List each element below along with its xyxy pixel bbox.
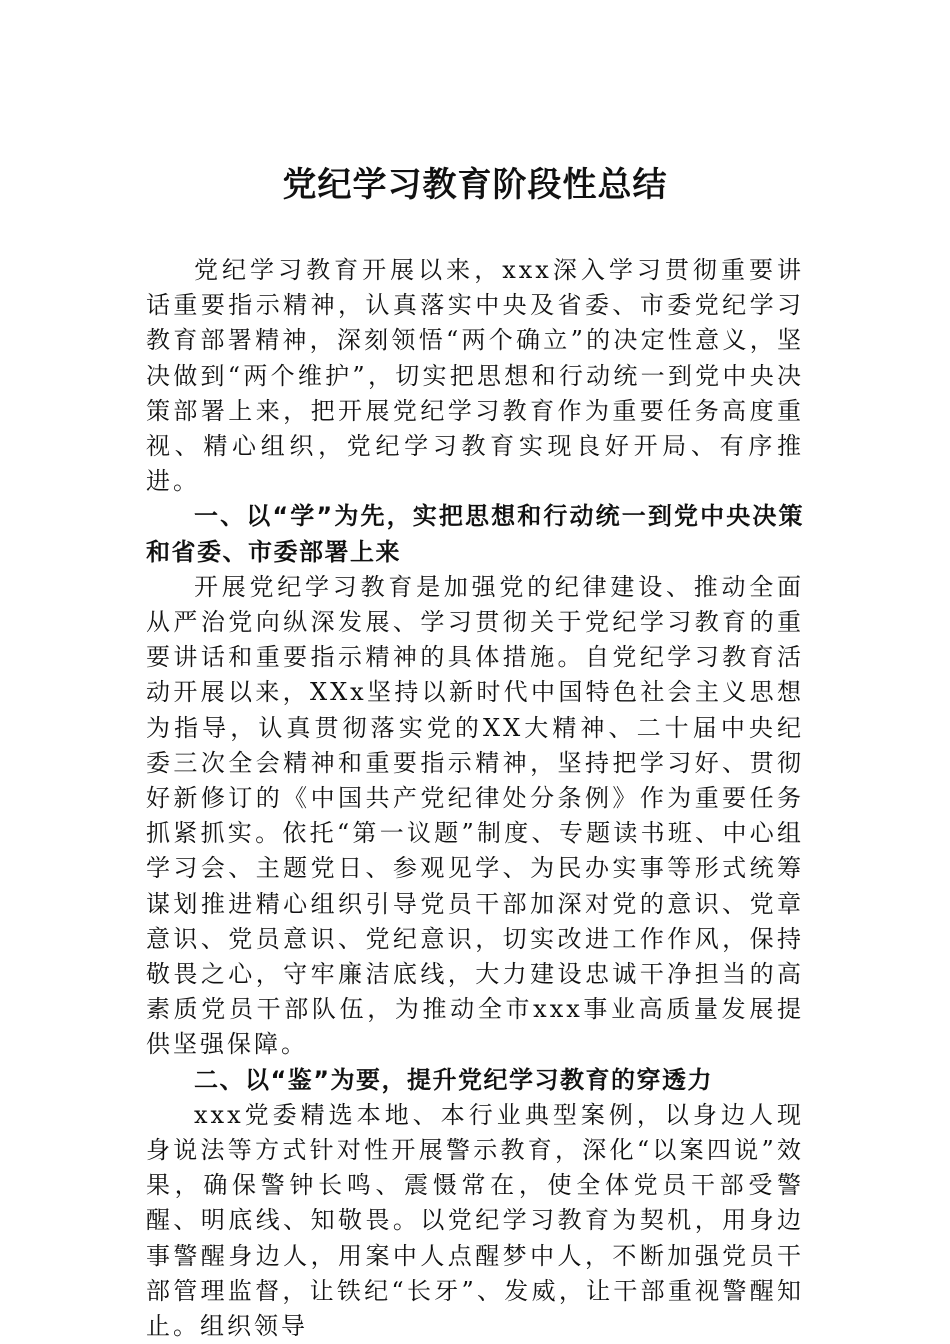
section-heading-2: 二、以“鉴”为要，提升党纪学习教育的穿透力 <box>194 1065 714 1094</box>
section-heading-1: 一、以“学”为先，实把思想和行动统一到党中央决策和省委、市委部署上来 <box>146 502 804 566</box>
section-1-paragraph: 开展党纪学习教育是加强党的纪律建设、推动全面从严治党向纵深发展、学习贯彻关于党纪学习教育的重要讲话和重要指示精神的具体措施。自党纪学习教育活动开展以来，XXx坚持以新时代中国特色社会主义思想为指导，认真贯彻落实党的XX大精神、二十届中央纪委三次全会精神和重要指示精神，坚持把学习好、贯彻好新修订的《中国共产党纪律处分条例》作为重要任务抓紧抓实。依托“第一议题”制度、专题读书班、中心组学习会、主题党日、参观见学、为民办实事等形式统筹谋划推进精心组织引导党员干部加深对党的意识、党章意识、党员意识、党纪意识，切实改进工作作风，保持敬畏之心，守牢廉洁底线，大力建设忠诚干净担当的高素质党员干部队伍，为推动全市xxx事业高质量发展提供坚强保障。 <box>146 572 804 1059</box>
section-2-paragraph: xxx党委精选本地、本行业典型案例，以身边人现身说法等方式针对性开展警示教育，深化“以案四说”效果，确保警钟长鸣、震慑常在，使全体党员干部受警醒、明底线、知敬畏。以党纪学习教育为契机，用身边事警醒身边人，用案中人点醒梦中人，不断加强党员干部管理监督，让铁纪“长牙”、发威，让干部重视警醒知止。组织领导 <box>146 1100 804 1341</box>
intro-paragraph: 党纪学习教育开展以来，xxx深入学习贯彻重要讲话重要指示精神，认真落实中央及省委、市委党纪学习教育部署精神，深刻领悟“两个确立”的决定性意义，坚决做到“两个维护”，切实把思想和行动统一到党中央决策部署上来，把开展党纪学习教育作为重要任务高度重视、精心组织，党纪学习教育实现良好开局、有序推进。 <box>146 256 804 496</box>
document-body <box>146 253 804 1344</box>
document-title: 党纪学习教育阶段性总结 <box>282 165 668 205</box>
